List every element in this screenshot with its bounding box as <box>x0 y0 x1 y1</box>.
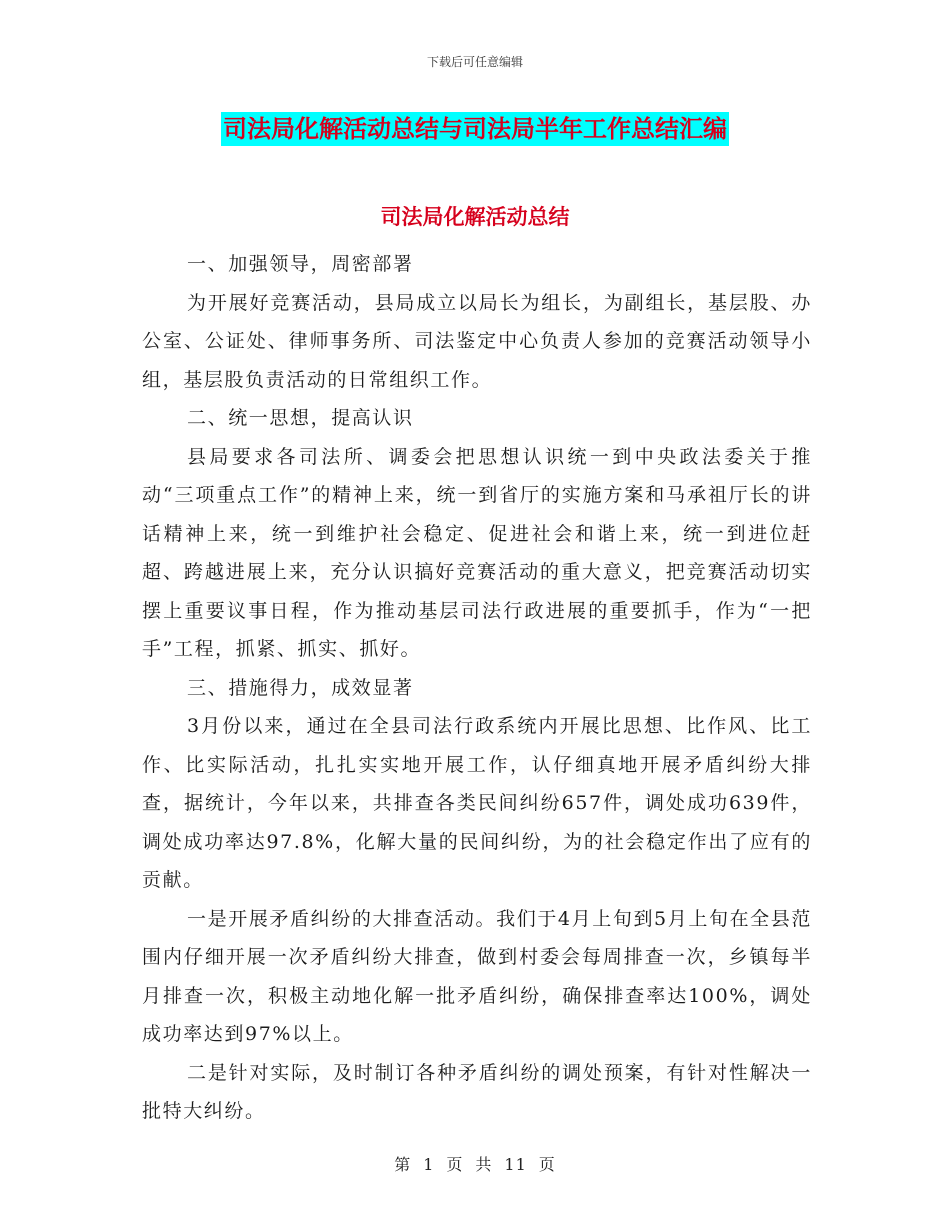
heading-2: 二、统一思想，提高认识 <box>187 407 414 429</box>
page-footer <box>0 1152 950 1175</box>
heading-1: 一、加强领导，周密部署 <box>187 253 414 275</box>
document-title: 司法局化解活动总结与司法局半年工作总结汇编 <box>221 112 729 146</box>
paragraph: 3月份以来，通过在全县司法行政系统内开展比思想、比作风、比工作、比实际活动，扎扎实实地开展工作，认仔细真地开展矛盾纠纷大排查，据统计，今年以来，共排查各类民间纠纷657件，调处成功639件，调处成功率达97.8%，化解大量的民间纠纷，为的社会稳定作出了应有的贡献。 <box>142 715 812 891</box>
total-pages: 11 <box>504 1155 527 1174</box>
total-unit: 页 <box>538 1155 556 1174</box>
page-number: 1 <box>423 1155 435 1174</box>
section-title: 司法局化解活动总结 <box>380 205 570 229</box>
header-note: 下载后可任意编辑 <box>426 55 523 69</box>
page-label: 第 <box>394 1155 412 1174</box>
page-unit: 页 <box>446 1155 464 1174</box>
paragraph: 二是针对实际，及时制订各种矛盾纠纷的调处预案，有针对性解决一批特大纠纷。 <box>142 1061 812 1122</box>
paragraph: 县局要求各司法所、调委会把思想认识统一到中央政法委关于推动“三项重点工作”的精神上来，统一到省厅的实施方案和马承祖厅长的讲话精神上来，统一到维护社会稳定、促进社会和谐上来，统一到进位赶超、跨越进展上来，充分认识搞好竞赛活动的重大意义，把竞赛活动切实摆上重要议事日程，作为推动基层司法行政进展的重要抓手，作为“一把手”工程，抓紧、抓实、抓好。 <box>142 445 812 660</box>
heading-3: 三、措施得力，成效显著 <box>187 676 414 699</box>
paragraph: 一是开展矛盾纠纷的大排查活动。我们于4月上旬到5月上旬在全县范围内仔细开展一次矛盾纠纷大排查，做到村委会每周排查一次，乡镇每半月排查一次，积极主动地化解一批矛盾纠纷，确保排查率达100%，调处成功率达到97%以上。 <box>142 907 812 1045</box>
document-title-container <box>0 112 950 146</box>
total-label: 共 <box>475 1155 493 1174</box>
document-body <box>142 245 812 1131</box>
paragraph: 为开展好竞赛活动，县局成立以局长为组长，为副组长，基层股、办公室、公证处、律师事务所、司法鉴定中心负责人参加的竞赛活动领导小组，基层股负责活动的日常组织工作。 <box>142 291 812 391</box>
